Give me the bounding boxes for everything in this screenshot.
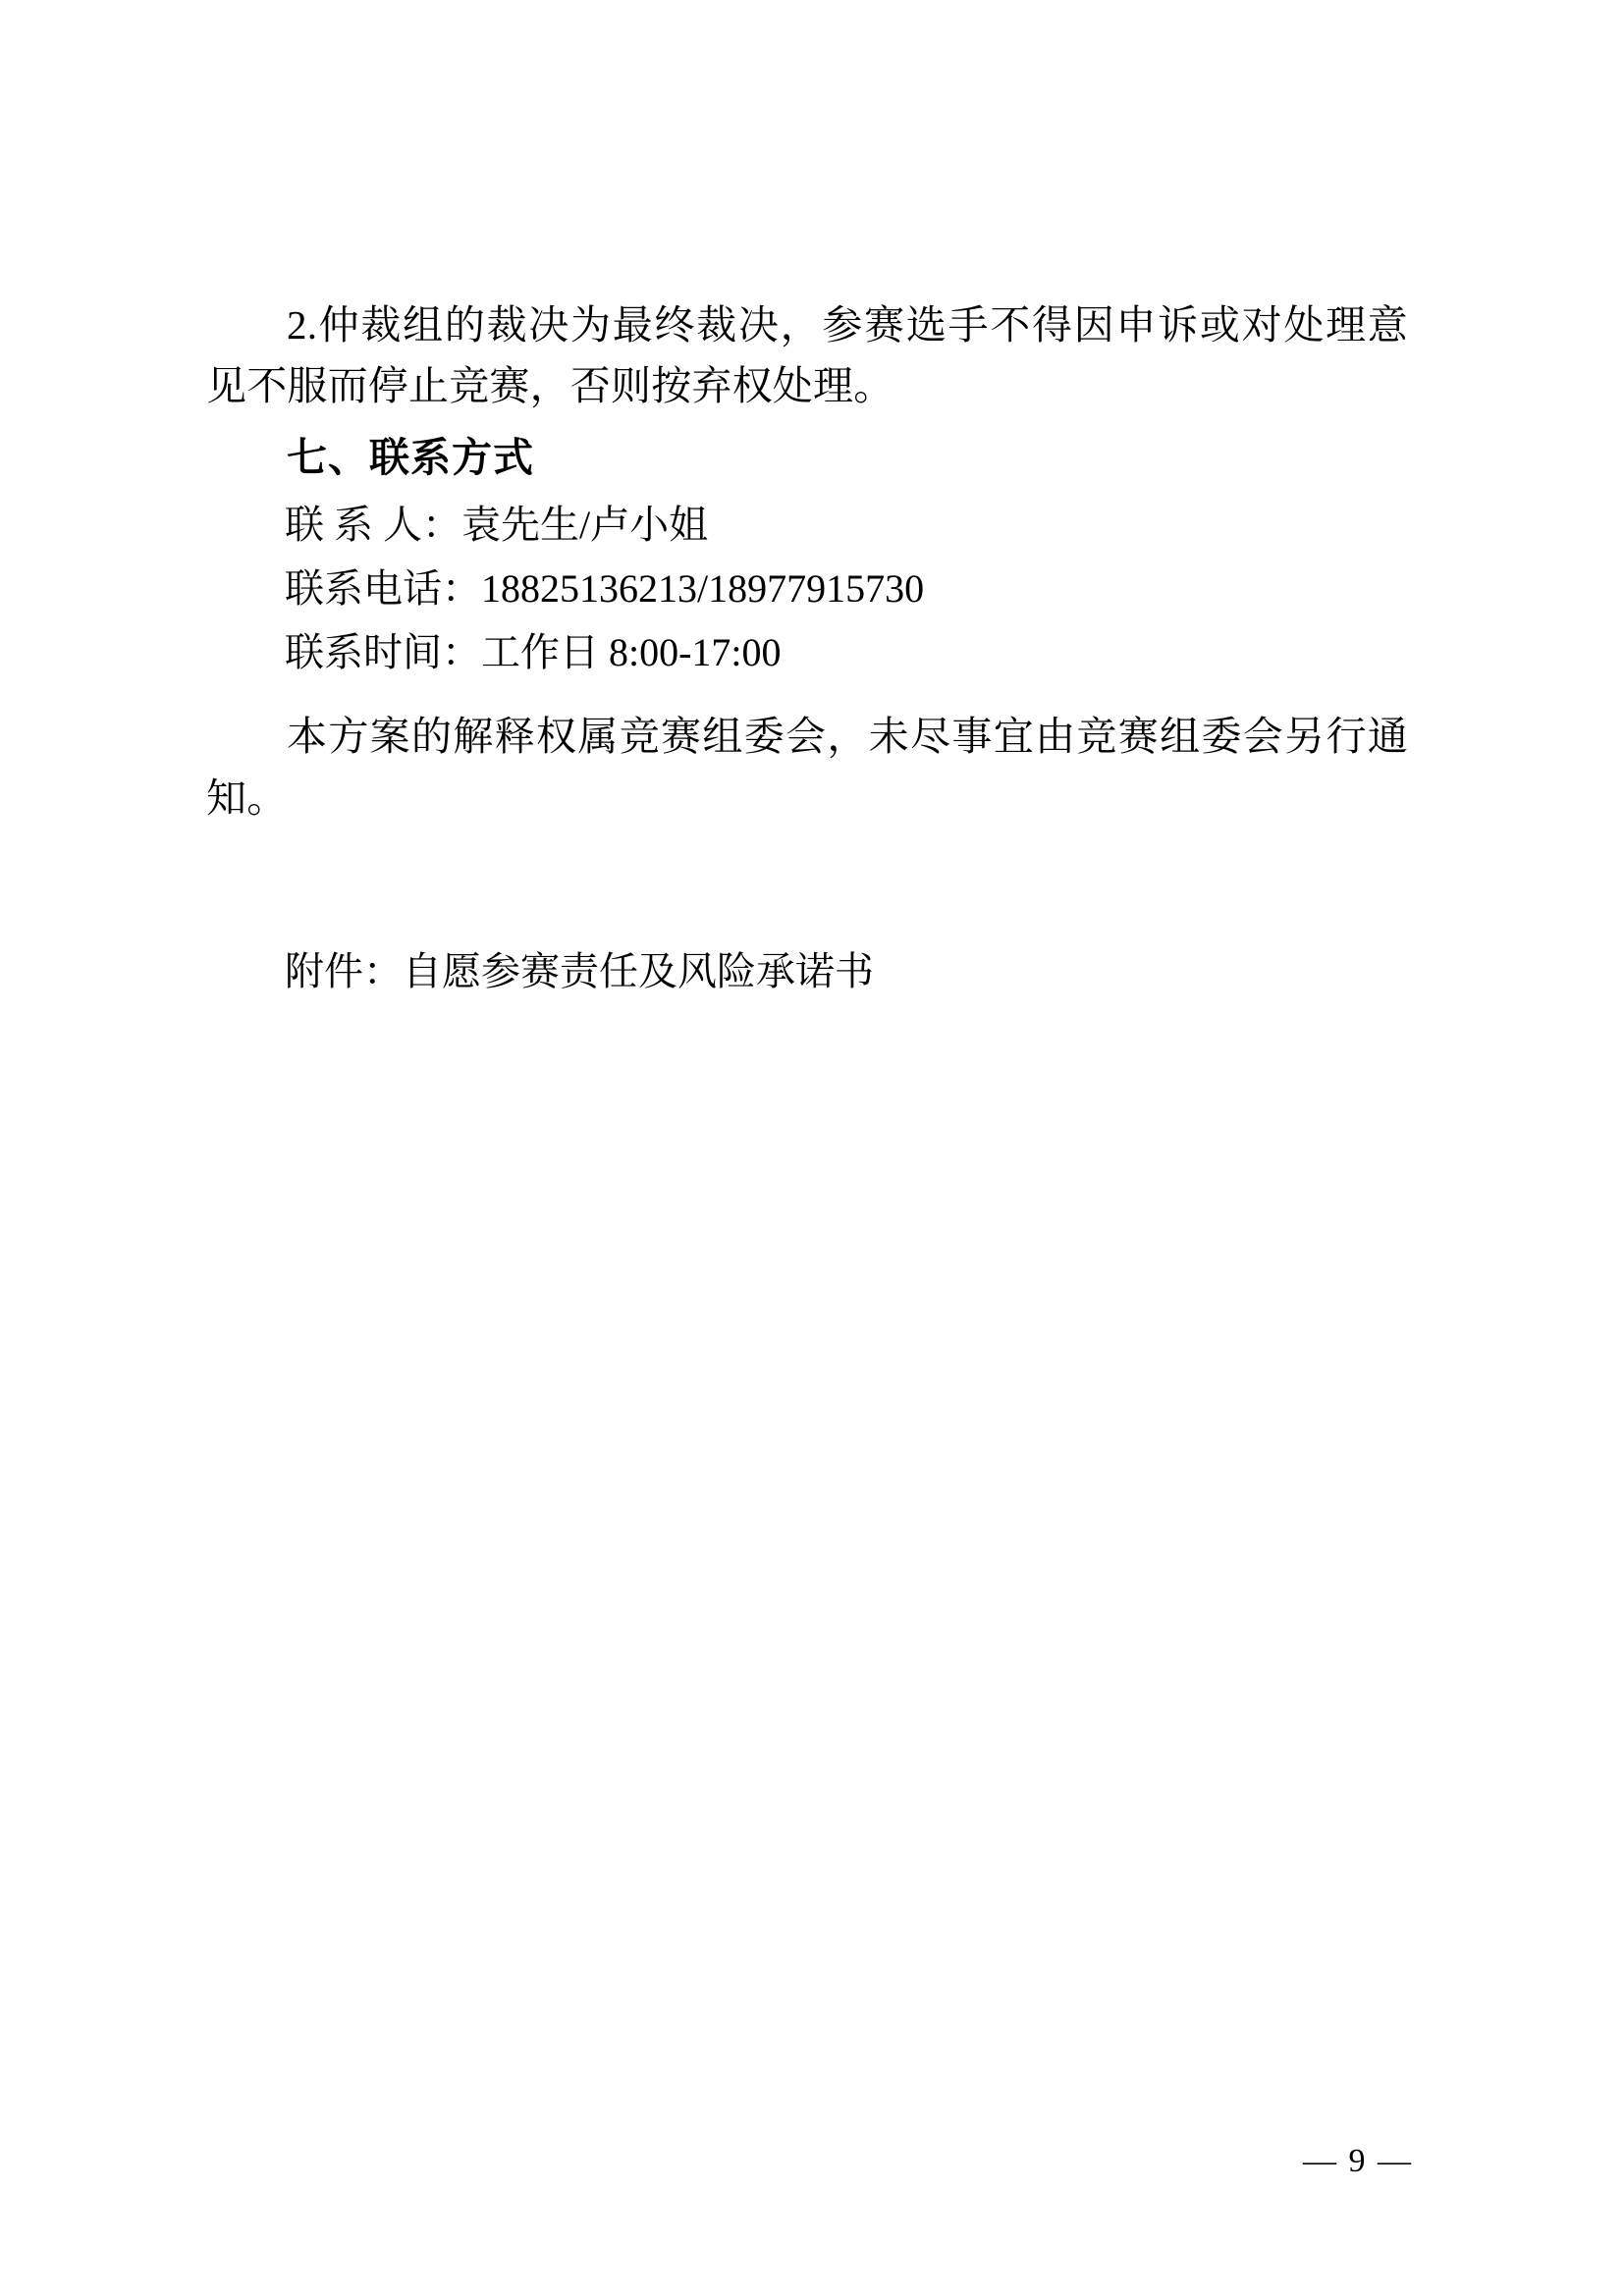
attachment-line: 附件：自愿参赛责任及风险承诺书 — [285, 948, 874, 993]
paragraph-arbitration: 2.仲裁组的裁决为最终裁决，参赛选手不得因申诉或对处理意见不服而停止竞赛，否则按弃权处理。 — [206, 302, 1408, 409]
spacer-before-attachment — [206, 832, 1408, 942]
contact-person-line: 联 系 人：袁先生/卢小姐 — [285, 502, 709, 547]
contact-time-line: 联系时间：工作日 8:00-17:00 — [285, 629, 782, 674]
page-number: — 9 — — [1303, 2143, 1413, 2179]
contact-phone-line: 联系电话：18825136213/18977915730 — [285, 565, 925, 611]
section-heading-contact: 七、联系方式 — [287, 434, 534, 480]
spacer — [206, 684, 1408, 706]
paragraph-interpretation: 本方案的解释权属竞赛组委会，未尽事宜由竞赛组委会另行通知。 — [206, 714, 1408, 821]
